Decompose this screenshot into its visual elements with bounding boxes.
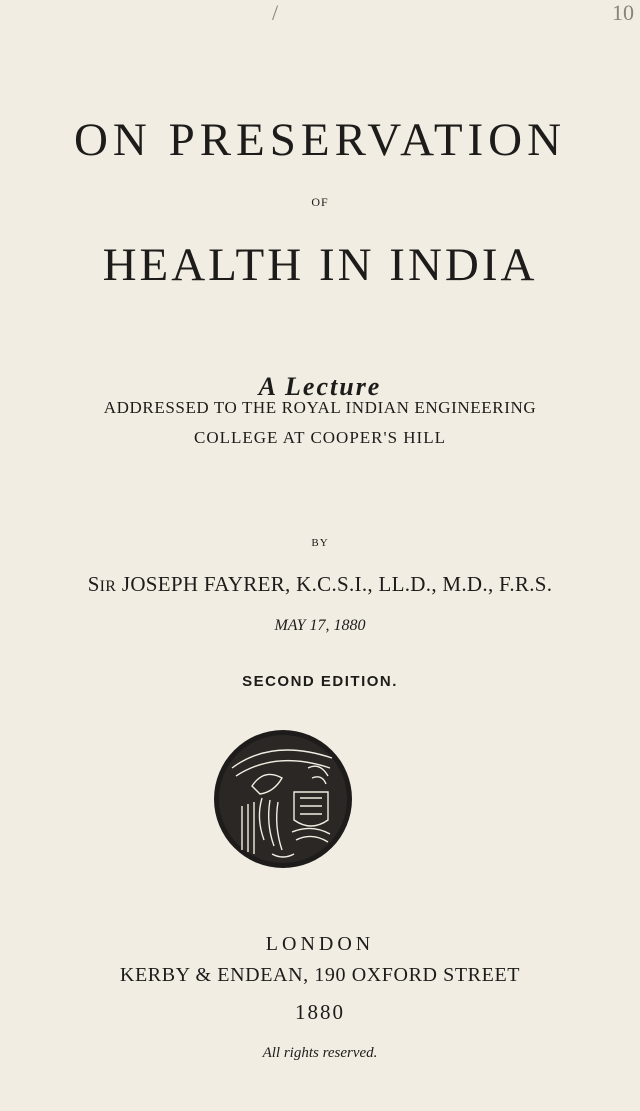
title-line-2: HEALTH IN INDIA (102, 239, 538, 291)
imprint-year: 1880 (295, 1000, 345, 1024)
subtitle-lecture: A Lecture (258, 372, 382, 401)
top-center-mark: / (272, 0, 279, 25)
author-name: JOSEPH FAYRER, K.C.S.I., LL.D., M.D., F.R.S. (121, 572, 553, 596)
printers-device-emblem (212, 728, 354, 870)
by-label: BY (311, 537, 329, 549)
author-prefix-rest: IR (99, 578, 117, 595)
rights-notice: All rights reserved. (262, 1045, 378, 1061)
address-line-2: COLLEGE AT COOPER'S HILL (193, 428, 446, 447)
top-right-mark: 10 (612, 0, 634, 25)
author-prefix-initial: S (87, 572, 100, 596)
author-line (0, 572, 640, 597)
edition-label: SECOND EDITION. (242, 673, 398, 690)
title-line-1: ON PRESERVATION (73, 114, 567, 166)
imprint-publisher: KERBY & ENDEAN, 190 OXFORD STREET (119, 964, 521, 986)
title-connector: OF (311, 195, 329, 209)
lecture-date: MAY 17, 1880 (274, 617, 366, 634)
address-line-1: ADDRESSED TO THE ROYAL INDIAN ENGINEERING (103, 398, 537, 417)
imprint-city: LONDON (265, 933, 375, 955)
